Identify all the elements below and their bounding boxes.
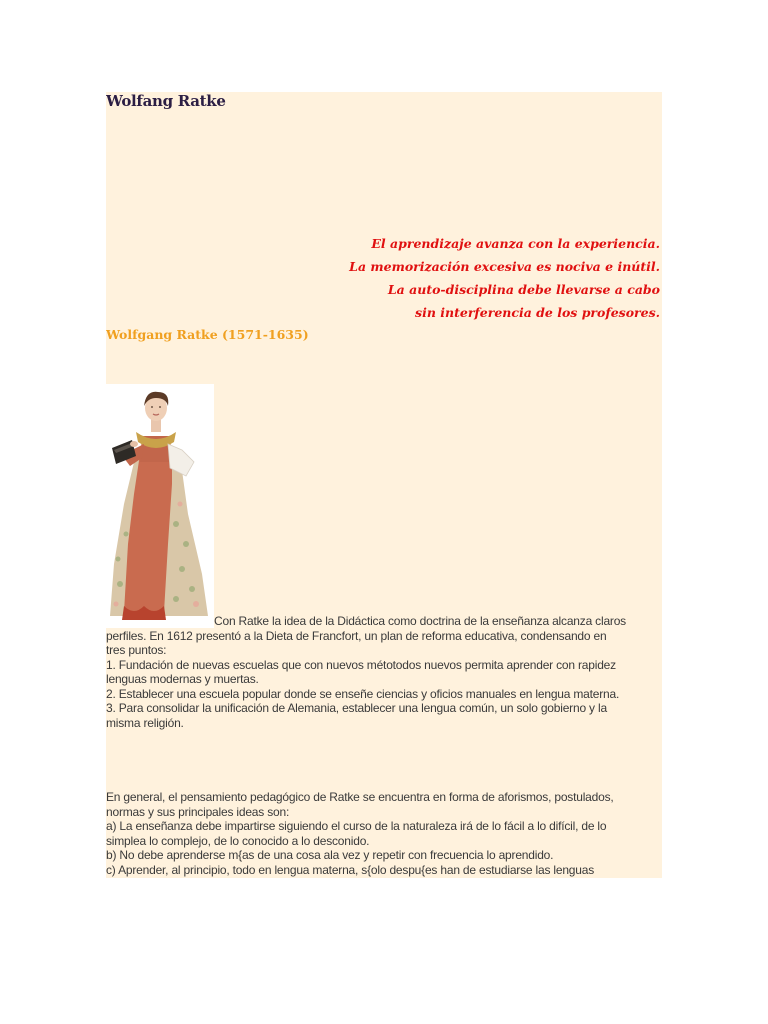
epigraph-quote xyxy=(349,232,660,324)
list-item: 2. Establecer una escuela popular donde se enseñe ciencias y oficios manuales en lengua materna. xyxy=(106,686,620,701)
list-item: 3. Para consolidar la unificación de Alemania, establecer una lengua común, un solo gobierno y la xyxy=(106,701,607,715)
list-item-continuation: lenguas modernas y muertas. xyxy=(106,672,259,686)
quote-line: La memorización excesiva es nociva e inútil. xyxy=(349,259,660,274)
list-item-continuation: simplea lo complejo, de lo conocido a lo desconido. xyxy=(106,833,370,848)
paragraph-line: En general, el pensamiento pedagógico de Ratke se encuentra en forma de aforismos, postulados, xyxy=(106,790,614,804)
list-item: 1. Fundación de nuevas escuelas que con nuevos métotodos nuevos permita aprender con rapidez xyxy=(106,657,616,672)
ideas-paragraph xyxy=(106,790,662,877)
document-page xyxy=(106,92,662,878)
list-item: c) Aprender, al principio, todo en lengua materna, s{olo despu{es han de estudiarse las lenguas xyxy=(106,862,595,877)
list-item-continuation: misma religión. xyxy=(106,715,184,730)
quote-line: sin interferencia de los profesores. xyxy=(415,305,660,320)
list-item: b) No debe aprenderse m{as de una cosa ala vez y repetir con frecuencia lo aprendido. xyxy=(106,848,554,862)
paragraph-line: Con Ratke la idea de la Didáctica como doctrina de la enseñanza alcanza claros xyxy=(214,614,626,628)
quote-line: El aprendizaje avanza con la experiencia. xyxy=(371,236,660,251)
author-subtitle: Wolfgang Ratke (1571-1635) xyxy=(106,327,309,342)
page-title: Wolfang Ratke xyxy=(106,92,226,110)
paragraph-line: normas y sus principales ideas son: xyxy=(106,804,290,819)
portrait-image xyxy=(106,384,214,628)
paragraph-line: perfiles. En 1612 presentó a la Dieta de Francfort, un plan de reforma educativa, condensando en xyxy=(106,628,607,643)
paragraph-line: tres puntos: xyxy=(106,643,167,657)
woman-in-gown-illustration xyxy=(106,384,214,628)
quote-line: La auto-disciplina debe llevarse a cabo xyxy=(387,282,660,297)
intro-paragraph xyxy=(106,614,662,730)
list-item: a) La enseñanza debe impartirse siguiendo el curso de la naturaleza irá de lo fácil a lo difícil, de lo xyxy=(106,819,607,833)
